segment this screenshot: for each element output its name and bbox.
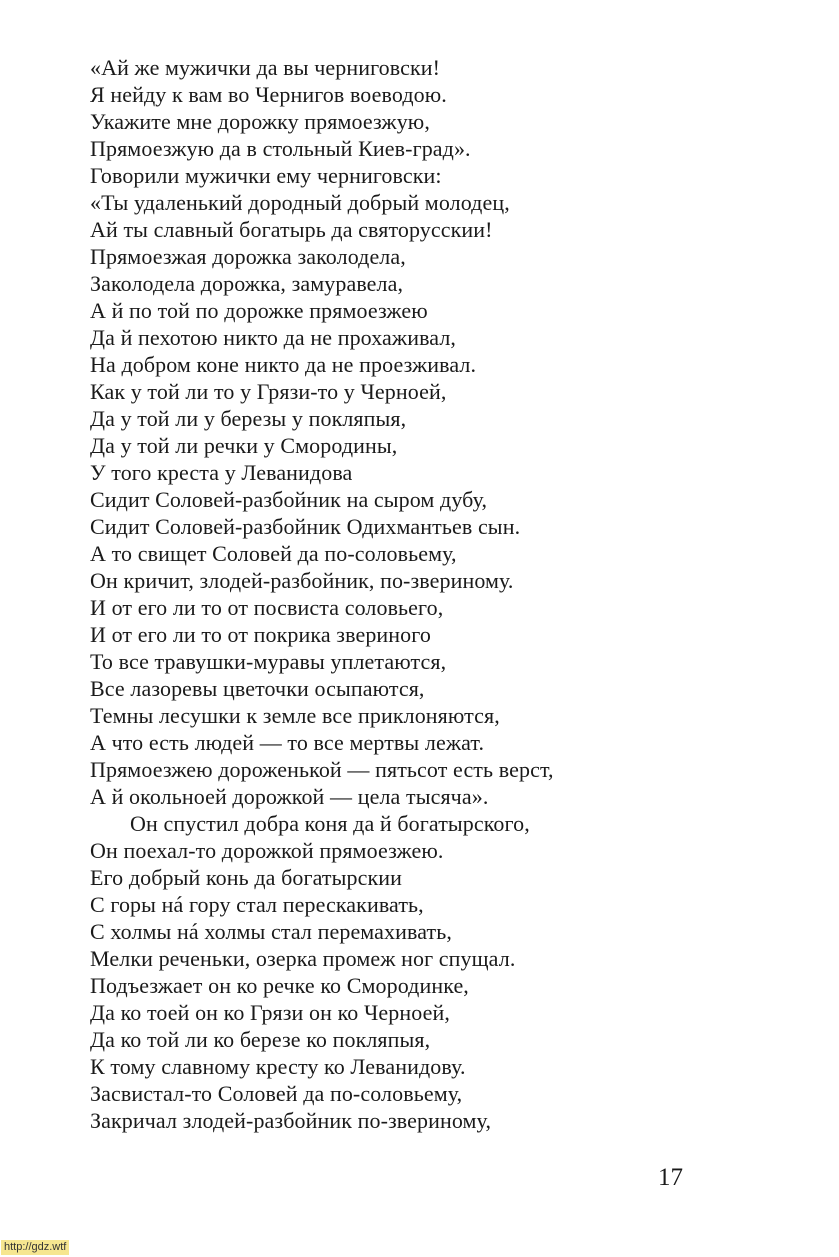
poem-line: А й окольноей дорожкой — цела тысяча». (90, 784, 489, 809)
poem-line: Да у той ли у березы у покляпыя, (90, 406, 407, 431)
poem-line: Да й пехотою никто да не прохаживал, (90, 325, 456, 350)
poem-line: А й по той по дорожке прямоезжею (90, 298, 428, 323)
poem-line: А то свищет Соловей да по-соловьему, (90, 541, 457, 566)
poem-line: С горы нá гору стал перескакивать, (90, 892, 424, 917)
page-number: 17 (658, 1164, 683, 1191)
poem-line: Все лазоревы цветочки осыпаются, (90, 676, 425, 701)
poem-line: То все травушки-муравы уплетаются, (90, 649, 447, 674)
poem-line: Да у той ли речки у Смородины, (90, 433, 398, 458)
poem-line: С холмы нá холмы стал перемахивать, (90, 919, 452, 944)
poem-text (90, 54, 790, 1134)
poem-line: Прямоезжая дорожка заколодела, (90, 244, 406, 269)
poem-line: И от его ли то от покрика звериного (90, 622, 431, 647)
poem-line: Прямоезжую да в стольный Киев-град». (90, 136, 471, 161)
poem-line-indented: Он спустил добра коня да й богатырского, (130, 811, 530, 836)
poem-line: Я нейду к вам во Чернигов воеводою. (90, 82, 447, 107)
poem-line: Сидит Соловей-разбойник на сыром дубу, (90, 487, 488, 512)
poem-line: А что есть людей — то все мертвы лежат. (90, 730, 485, 755)
poem-line: У того креста у Леванидова (90, 460, 353, 485)
poem-line: Его добрый конь да богатырскии (90, 865, 402, 890)
poem-line: Сидит Соловей-разбойник Одихмантьев сын. (90, 514, 521, 539)
poem-line: Да ко той ли ко березе ко покляпыя, (90, 1027, 431, 1052)
poem-line: Засвистал-то Соловей да по-соловьему, (90, 1081, 463, 1106)
poem-line: Он поехал-то дорожкой прямоезжею. (90, 838, 444, 863)
poem-line: Прямоезжею дороженькой — пятьсот есть верст, (90, 757, 554, 782)
poem-line: На добром коне никто да не проезживал. (90, 352, 477, 377)
poem-line: Он кричит, злодей-разбойник, по-звериному. (90, 568, 514, 593)
poem-line: Заколодела дорожка, замуравела, (90, 271, 404, 296)
poem-line: «Ты удаленький дородный добрый молодец, (90, 190, 510, 215)
poem-line: Закричал злодей-разбойник по-звериному, (90, 1108, 492, 1133)
poem-line: Мелки реченьки, озерка промеж ног спущал. (90, 946, 516, 971)
poem-line: Укажите мне дорожку прямоезжую, (90, 109, 430, 134)
poem-line: Ай ты славный богатырь да святорусскии! (90, 217, 493, 242)
poem-line: Да ко тоей он ко Грязи он ко Черноей, (90, 1000, 450, 1025)
poem-line: «Ай же мужички да вы черниговски! (90, 55, 441, 80)
poem-line: К тому славному кресту ко Леванидову. (90, 1054, 466, 1079)
poem-line: Как у той ли то у Грязи-то у Черноей, (90, 379, 447, 404)
source-watermark-link[interactable]: http://gdz.wtf (1, 1240, 69, 1255)
poem-line: Подъезжает он ко речке ко Смородинке, (90, 973, 469, 998)
poem-line: Говорили мужички ему черниговски: (90, 163, 442, 188)
poem-line: И от его ли то от посвиста соловьего, (90, 595, 444, 620)
poem-line: Темны лесушки к земле все приклоняются, (90, 703, 500, 728)
